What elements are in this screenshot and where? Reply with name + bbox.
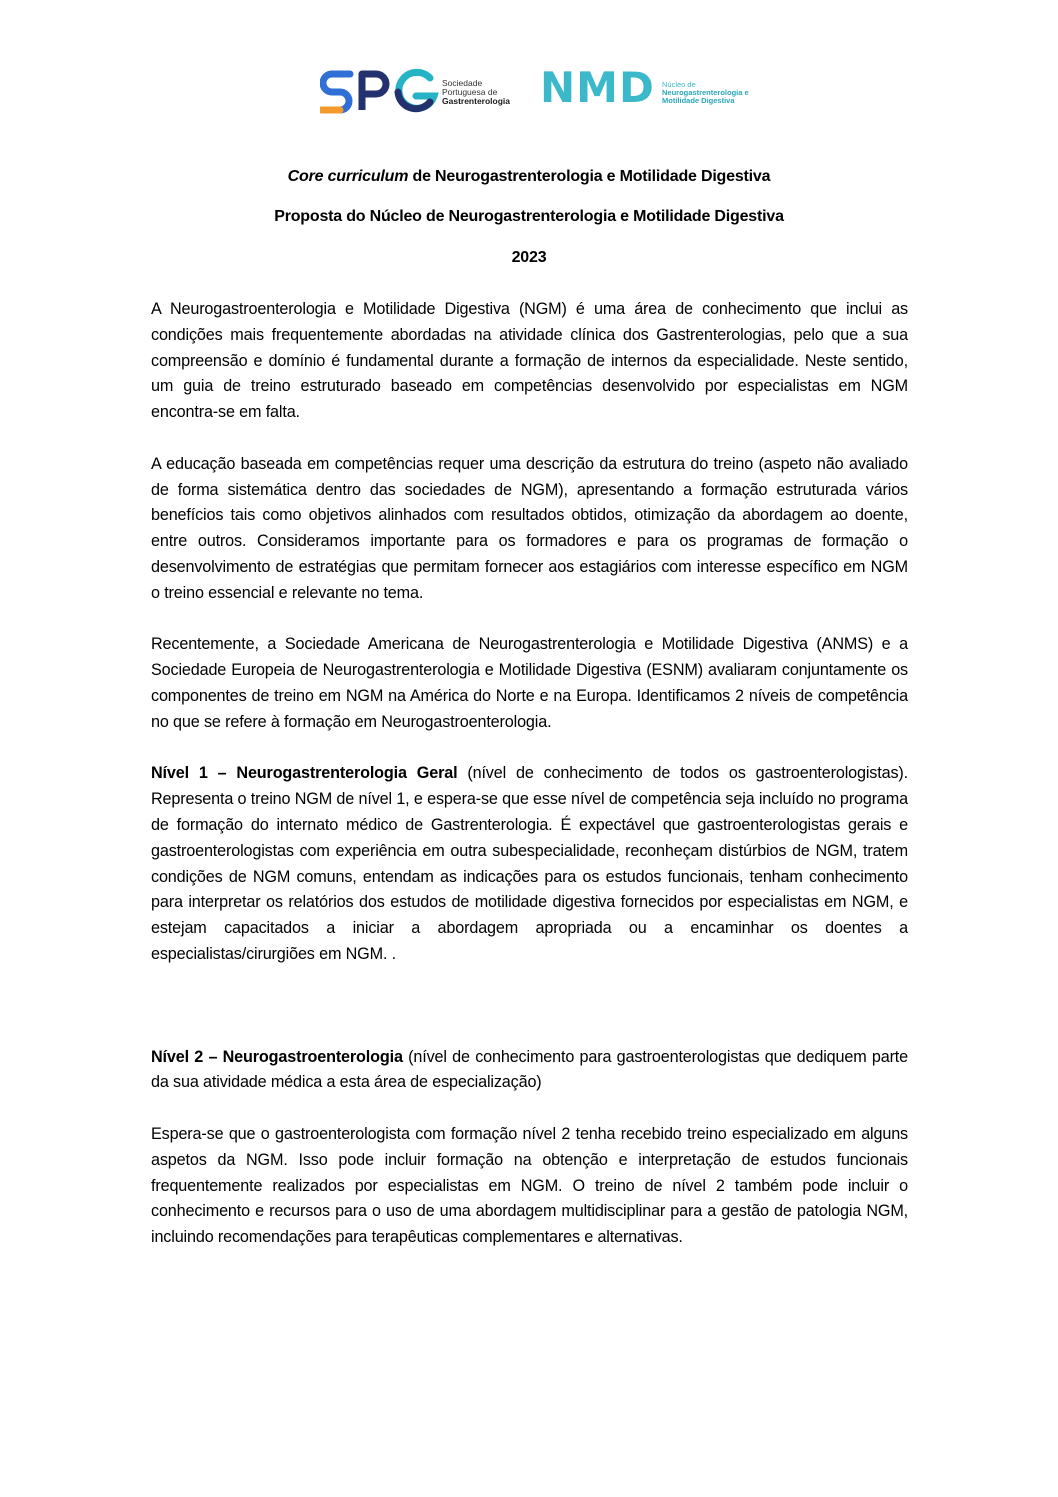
nmd-letters: NMD xyxy=(540,63,655,112)
nmd-logo xyxy=(540,64,780,116)
paragraph-level2-details: Espera-se que o gastroenterologista com formação nível 2 tenha recebido treino especializado em alguns aspetos da NGM. Isso pode incluir formação na obtenção e interpretação de estudos funcionais frequentemente realizados por especialistas em NGM. O treino de nível 2 também pode incluir o conhecimento e recursos para o uso de uma abordagem multidisciplinar para a gestão de patologia NGM, incluindo recomendações para terapêuticas complementares e alternativas. xyxy=(151,1124,908,1247)
spg-line1: Sociedade xyxy=(442,78,483,88)
nmd-line1: Núcleo de xyxy=(662,80,696,89)
spacer xyxy=(151,994,908,1045)
document-year: 2023 xyxy=(511,249,547,266)
level2-heading: Nível 2 – Neurogastroenterologia xyxy=(151,1047,403,1066)
title-italic: Core curriculum xyxy=(287,168,409,185)
level2-text: (nível de conhecimento para gastroenterologistas que dediquem parte da sua atividade médica a esta área de especialização) xyxy=(151,1047,909,1092)
paragraph-level1 xyxy=(151,761,908,967)
title-rest: de Neurogastrenterologia e Motilidade Digestiva xyxy=(408,168,771,185)
paragraph-level2 xyxy=(151,1045,908,1097)
level1-text: (nível de conhecimento de todos os gastroenterologistas). Representa o treino NGM de nível 1, e espera-se que esse nível de competência seja incluído no programa de formação do internato médico de Gastrenterologia. É expectável que gastroenterologistas gerais e gastroenterologistas com experiência em outra subespecialidade, reconheçam distúrbios de NGM, tratem condições de NGM comuns, entendam as indicações para os estudos funcionais, tenham conhecimento para interpretar os relatórios dos estudos de motilidade digestiva fornecidos por especialistas em NGM, e estejam capacitados a iniciar a abordagem apropriada ou a encaminhar os doentes a especialistas/cirurgiões em NGM. . xyxy=(151,764,908,963)
spg-logo xyxy=(320,64,520,116)
nmd-logo-text xyxy=(662,81,749,105)
paragraph-competency-education: A educação baseada em competências requer uma descrição da estrutura do treino (aspeto não avaliado de forma sistemática dentro das sociedades de NGM), apresentando a formação estruturada vários benefícios tais como objetivos alinhados com resultados obtidos, otimização da abordagem ao doente, entre outros. Consideramos importante para os formadores e para os programas de formação o desenvolvimento de estratégias que permitam fornecer aos estagiários com interesse específico em NGM o treino essencial e relevante no tema. xyxy=(151,454,908,602)
header-logos xyxy=(320,64,770,116)
nmd-line2: Neurogastrenterologia e xyxy=(662,88,749,97)
spg-line3: Gastrenterologia xyxy=(442,96,511,106)
spg-line2: Portuguesa de xyxy=(442,87,498,97)
level1-heading: Nível 1 – Neurogastrenterologia Geral xyxy=(151,764,458,783)
document-body xyxy=(151,297,908,1277)
nmd-line3: Motilidade Digestiva xyxy=(662,96,735,105)
paragraph-anms-esnm: Recentemente, a Sociedade Americana de Neurogastrenterologia e Motilidade Digestiva (ANMS) e a Sociedade Europeia de Neurogastrenterologia e Motilidade Digestiva (ESNM) avaliaram conjuntamente os componentes de treino em NGM na América do Norte e na Europa. Identificamos 2 níveis de competência no que se refere à formação em Neurogastroenterologia. xyxy=(151,635,908,731)
spg-logo-text xyxy=(442,79,510,106)
document-subtitle: Proposta do Núcleo de Neurogastrenterologia e Motilidade Digestiva xyxy=(274,208,784,225)
document-title xyxy=(0,168,1058,186)
paragraph-intro: A Neurogastroenterologia e Motilidade Digestiva (NGM) é uma área de conhecimento que inclui as condições mais frequentemente abordadas na atividade clínica dos Gastrenterologias, pelo que a sua compreensão e domínio é fundamental durante a formação de internos da especialidade. Neste sentido, um guia de treino estruturado baseado em competências desenvolvido por especialistas em NGM encontra-se em falta. xyxy=(151,300,908,422)
spg-logo-mark xyxy=(320,64,440,116)
